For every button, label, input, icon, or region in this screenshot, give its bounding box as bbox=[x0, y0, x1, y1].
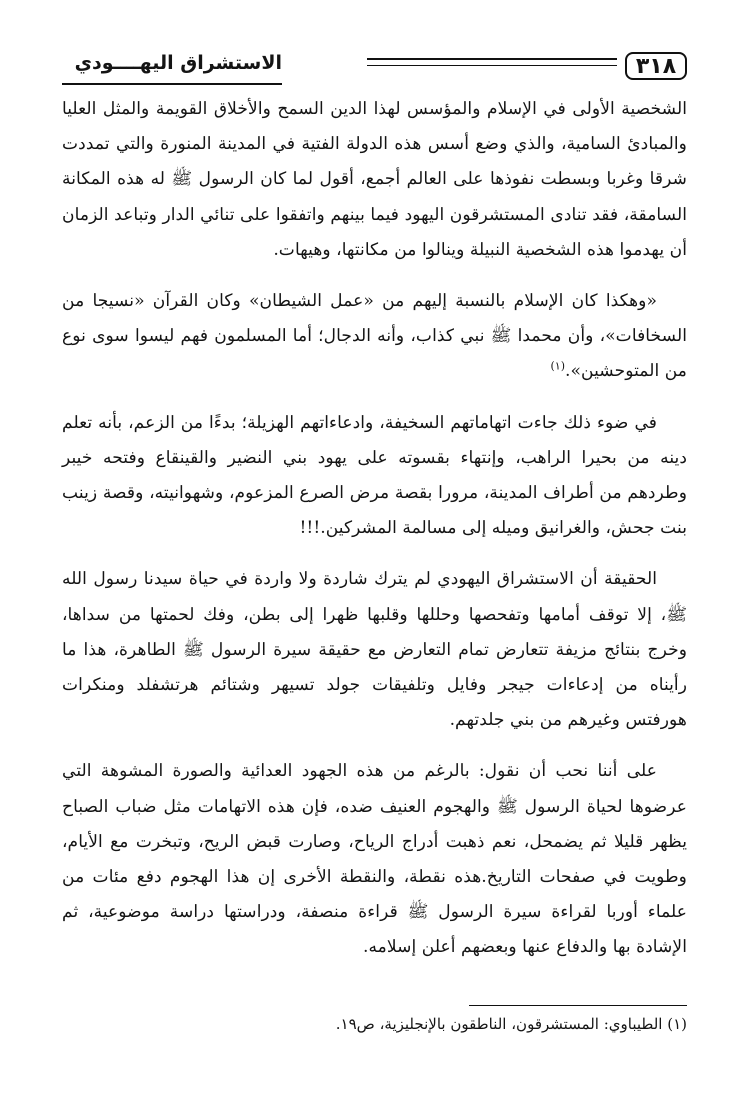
page-number: ٣١٨ bbox=[635, 53, 677, 79]
book-title-underline bbox=[62, 83, 282, 85]
paragraph-1: الشخصية الأولى في الإسلام والمؤسس لهذا الدين السمح والأخلاق القويمة والمثل العليا والمبادئ السامية، والذي وضع أسس هذه الدولة الفتية في المدينة المنورة والتي تمددت شرقا وغربا وبسطت نفوذها على العالم أجمع، أقول لما كان الرسول ﷺ له هذه المكانة السامقة، فقد تنادى المستشرقون اليهود فيما بينهم واتفقوا على تنائي الدار وتباعد الزمان أن يهدموا هذه الشخصية النبيلة وينالوا من مكانتها، وهيهات. bbox=[62, 99, 687, 260]
paragraph-4: الحقيقة أن الاستشراق اليهودي لم يترك شاردة ولا واردة في حياة سيدنا رسول الله ﷺ، إلا توقف أمامها وتفحصها وحللها وقلبها ظهرا إلى بطن، وفك لحمتها من سداها، وخرج بنتائج مزيفة تتعارض تمام التعارض مع حقيقة سيرة الرسول ﷺ الطاهرة، هذا ما رأيناه من إدعاءات جيجر وفايل وتلفيقات جولد تسيهر وشتائم هرتشفلد ومنكرات هورفتس وغيرهم من بني جلدتهم. bbox=[62, 569, 687, 731]
paragraph-2 bbox=[62, 284, 687, 390]
paragraph-5: على أننا نحب أن نقول: بالرغم من هذه الجهود العدائية والصورة المشوهة التي عرضوها لحياة الرسول ﷺ والهجوم العنيف ضده، فإن هذه الاتهامات مثل ضباب الصباح يظهر قليلا ثم يضمحل، نعم ذهبت أدراج الرياح، وصارت قبض الريح، وتبخرت مع الأيام، وطويت في صفحات التاريخ.هذه نقطة، والنقطة الأخرى إن هذا الهجوم دفع مئات من علماء أوربا لقراءة سيرة الرسول ﷺ قراءة منصفة، ودراستها دراسة موضوعية، ثم الإشادة بها والدفاع عنها وبعضهم أعلن إسلامه. bbox=[62, 761, 687, 958]
header-rule-thick bbox=[367, 58, 617, 60]
header-rules bbox=[367, 58, 617, 71]
header-rule-thin bbox=[367, 65, 617, 66]
main-text bbox=[62, 92, 687, 982]
footnote: (١) الطيباوي: المستشرقون، الناطقون بالإنجليزية، ص١٩. bbox=[335, 1015, 687, 1033]
book-title: الاستشراق اليهــــودي bbox=[74, 52, 282, 74]
quote-text: «وهكذا كان الإسلام بالنسبة إليهم من «عمل الشيطان» وكان القرآن «نسيجا من السخافات»، وأن محمدا ﷺ نبي كذاب، وأنه الدجال؛ أما المسلمون فهم ليسوا سوى نوع من المتوحشين». bbox=[62, 291, 687, 382]
footnote-reference: (١) bbox=[550, 359, 566, 373]
running-header bbox=[62, 52, 687, 86]
footnote-separator bbox=[469, 1005, 687, 1006]
paragraph-3: في ضوء ذلك جاءت اتهاماتهم السخيفة، وادعاءاتهم الهزيلة؛ بدءًا من الزعم، بأنه تعلم دينه من بحيرا الراهب، وإنتهاء بقسوته على يهود بني النضير والقينقاع وفتحه خيبر وطردهم من أطراف المدينة، مرورا بقصة مرض الصرع المزعوم، وشهوانيته، وقصة زينب بنت جحش، والغرانيق وميله إلى مسالمة المشركين.!!! bbox=[62, 412, 687, 539]
page-number-box bbox=[625, 52, 687, 80]
